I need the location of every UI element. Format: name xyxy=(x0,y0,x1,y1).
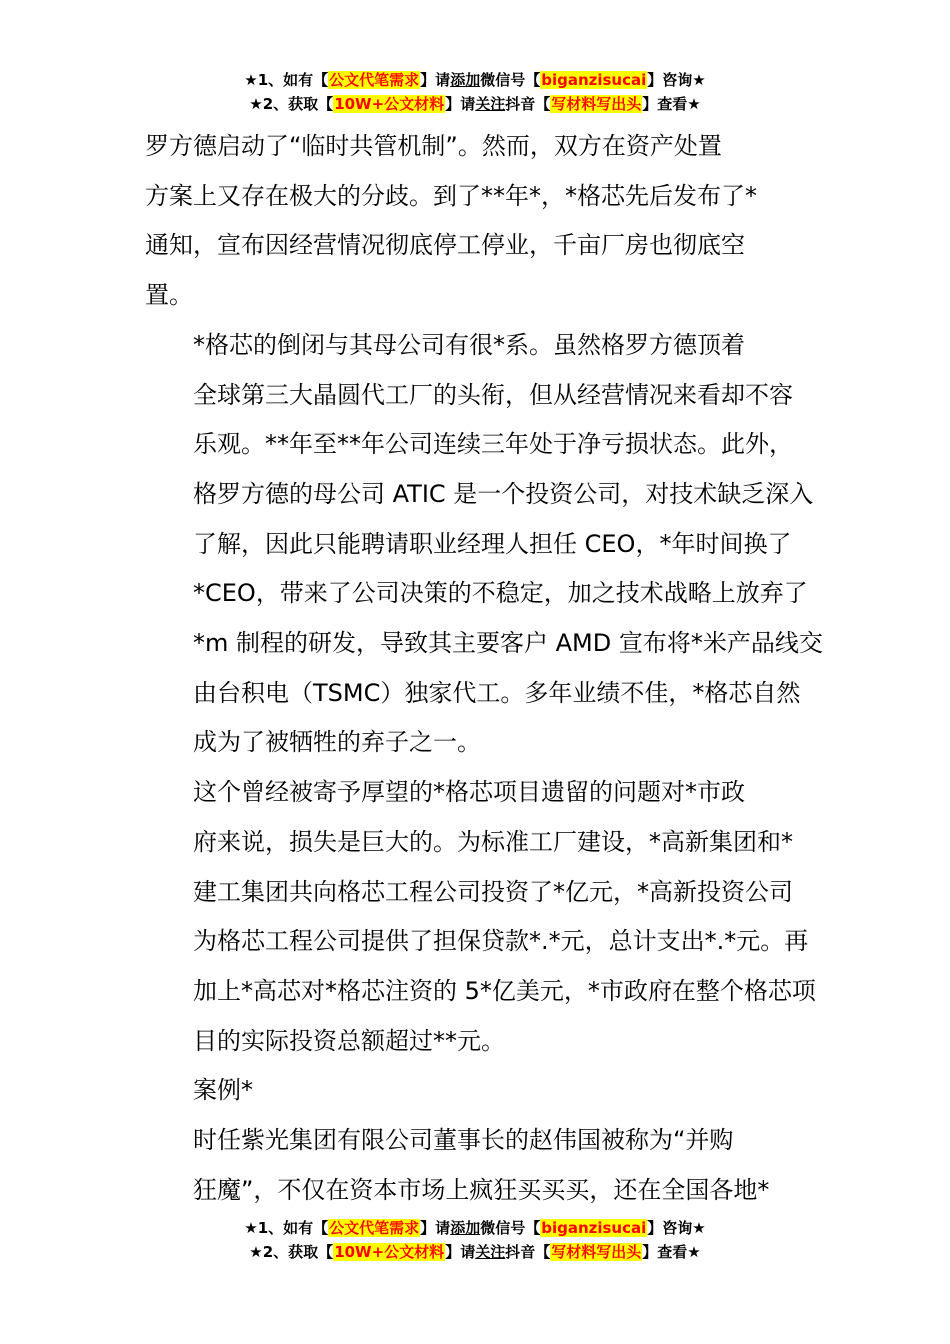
banner-text: ★1、如有【 xyxy=(244,71,329,89)
banner-highlight: 10W+公文材料 xyxy=(334,1243,445,1261)
banner-text: 微信号【 xyxy=(480,71,541,89)
banner-text: 】请 xyxy=(445,95,476,113)
banner-line-2 xyxy=(0,92,950,116)
text-line: 方案上又存在极大的分歧。到了**年*，*格芯先后发布了* xyxy=(145,181,757,210)
paragraph xyxy=(145,768,816,1066)
banner-underlined: 关注 xyxy=(475,95,506,113)
text-line: 格罗方德的母公司 ATIC 是一个投资公司，对技术缺乏深入 xyxy=(193,479,814,508)
paragraph xyxy=(145,321,823,768)
text-line: 罗方德启动了“临时共管机制”。然而，双方在资产处置 xyxy=(145,132,722,160)
text-line: 乐观。**年至**年公司连续三年处于净亏损状态。此外， xyxy=(193,430,793,459)
banner-highlight: 公文代笔需求 xyxy=(329,71,420,89)
banner-text: 抖音【 xyxy=(505,95,551,113)
text-line: *m 制程的研发，导致其主要客户 AMD 宣布将*米产品线交 xyxy=(193,629,823,658)
banner-text: 微信号【 xyxy=(480,1219,541,1237)
text-line: *CEO，带来了公司决策的不稳定，加之技术战略上放弃了 xyxy=(193,579,808,608)
text-line: 置。 xyxy=(145,281,193,310)
text-line: 由台积电（TSMC）独家代工。多年业绩不佳，*格芯自然 xyxy=(193,678,801,707)
banner-highlight: biganzisucai xyxy=(541,71,647,89)
text-line: 目的实际投资总额超过**元。 xyxy=(193,1026,505,1055)
text-line: 为格芯工程公司提供了担保贷款*.*元，总计支出*.*元。再 xyxy=(193,927,809,956)
banner-text: 抖音【 xyxy=(505,1243,551,1261)
banner-text: 】查看★ xyxy=(642,1243,701,1261)
banner-text: 】咨询★ xyxy=(647,71,706,89)
banner-text: 】请 xyxy=(445,1243,476,1261)
footer-banner xyxy=(0,1216,950,1264)
banner-highlight: 写材料写出头 xyxy=(551,1243,642,1261)
header-banner xyxy=(0,68,950,116)
banner-text: 】咨询★ xyxy=(647,1219,706,1237)
text-line: 案例* xyxy=(193,1076,253,1105)
text-line: 狂魔”，不仅在资本市场上疯狂买买买，还在全国各地* xyxy=(193,1175,770,1204)
text-line: 全球第三大晶圆代工厂的头衔，但从经营情况来看却不容 xyxy=(193,380,793,409)
banner-text: 】请 xyxy=(420,71,451,89)
banner-text: ★2、获取【 xyxy=(249,1243,334,1261)
text-line: 通知，宣布因经营情况彻底停工停业，千亩厂房也彻底空 xyxy=(145,231,745,260)
text-line: *格芯的倒闭与其母公司有很*系。虽然格罗方德顶着 xyxy=(193,330,745,359)
banner-line-2 xyxy=(0,1240,950,1264)
banner-highlight: 10W+公文材料 xyxy=(334,95,445,113)
banner-underlined: 关注 xyxy=(475,1243,506,1261)
banner-highlight: 公文代笔需求 xyxy=(329,1219,420,1237)
banner-underlined: 添加 xyxy=(450,71,481,89)
text-line: 时任紫光集团有限公司董事长的赵伟国被称为“并购 xyxy=(193,1126,734,1155)
banner-highlight: biganzisucai xyxy=(541,1219,647,1237)
banner-text: 】查看★ xyxy=(642,95,701,113)
banner-line-1 xyxy=(0,68,950,92)
text-line: 府来说，损失是巨大的。为标准工厂建设，*高新集团和* xyxy=(193,827,793,856)
document-body xyxy=(145,122,823,1215)
text-line: 加上*高芯对*格芯注资的 5*亿美元，*市政府在整个格芯项 xyxy=(193,976,816,1005)
banner-underlined: 添加 xyxy=(450,1219,481,1237)
banner-text: ★2、获取【 xyxy=(249,95,334,113)
paragraph xyxy=(145,1116,810,1215)
text-line: 建工集团共向格芯工程公司投资了*亿元，*高新投资公司 xyxy=(193,877,793,906)
banner-text: 】请 xyxy=(420,1219,451,1237)
paragraph xyxy=(145,122,810,321)
paragraph xyxy=(145,1066,810,1116)
banner-highlight: 写材料写出头 xyxy=(551,95,642,113)
banner-line-1 xyxy=(0,1216,950,1240)
banner-text: ★1、如有【 xyxy=(244,1219,329,1237)
text-line: 了解，因此只能聘请职业经理人担任 CEO，*年时间换了 xyxy=(193,529,792,558)
text-line: 这个曾经被寄予厚望的*格芯项目遗留的问题对*市政 xyxy=(193,778,745,807)
text-line: 成为了被牺牲的弃子之一。 xyxy=(193,728,481,757)
